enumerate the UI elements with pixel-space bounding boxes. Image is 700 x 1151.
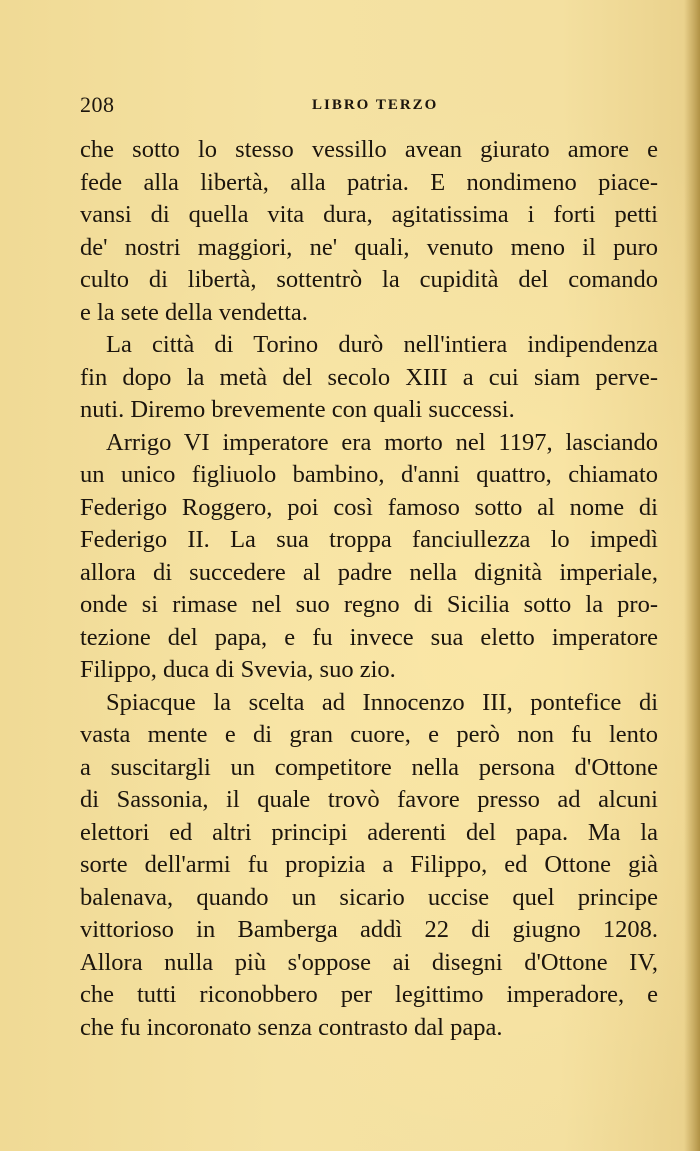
text-line: che fu incoronato senza contrasto dal papa. (80, 1013, 503, 1041)
text-line: onde si rimase nel suo regno di Sicilia sotto la pro- (80, 591, 658, 618)
text-line: allora di succedere al padre nella dignità imperiale, (80, 558, 658, 586)
text-line: Federigo II. La sua troppa fanciullezza lo impedì (80, 526, 658, 553)
text-line: di Sassonia, il quale trovò favore presso ad alcuni (80, 786, 658, 813)
text-line: Federigo Roggero, poi così famoso sotto al nome di (80, 493, 658, 521)
text-line: vansi di quella vita dura, agitatissima i forti petti (80, 201, 658, 228)
text-line: nuti. Diremo brevemente con quali successi. (80, 396, 515, 423)
body-text (80, 134, 658, 1044)
page-header (80, 92, 656, 118)
page-edge-shadow (684, 0, 700, 1151)
text-line: a suscitargli un competitore nella persona d'Ottone (80, 753, 658, 781)
text-line: fede alla libertà, alla patria. E nondimeno piace- (80, 168, 658, 196)
text-line: de' nostri maggiori, ne' quali, venuto meno il puro (80, 233, 658, 261)
text-line: che tutti riconobbero per legittimo imperadore, e (80, 981, 658, 1008)
text-line: tezione del papa, e fu invece sua eletto imperatore (80, 623, 658, 651)
text-line: elettori ed altri principi aderenti del papa. Ma la (80, 818, 658, 846)
page-number: 208 (80, 92, 115, 117)
text-line: balenava, quando un sicario uccise quel principe (80, 883, 658, 911)
text-line: vasta mente e di gran cuore, e però non fu lento (80, 721, 658, 748)
text-line: fin dopo la metà del secolo XIII a cui siam perve- (80, 363, 658, 391)
text-line: e la sete della vendetta. (80, 298, 308, 326)
running-head: LIBRO TERZO (312, 97, 439, 113)
text-line: sorte dell'armi fu propizia a Filippo, ed Ottone già (80, 851, 658, 878)
text-line: culto di libertà, sottentrò la cupidità del comando (80, 266, 658, 293)
text-line: Spiacque la scelta ad Innocenzo III, pontefice di (106, 688, 658, 716)
text-line: La città di Torino durò nell'intiera indipendenza (106, 331, 658, 358)
text-line: Arrigo VI imperatore era morto nel 1197, lasciando (106, 428, 658, 456)
text-line: che sotto lo stesso vessillo avean giurato amore e (80, 136, 658, 163)
text-line: Allora nulla più s'oppose ai disegni d'Ottone IV, (80, 948, 658, 976)
text-line: un unico figliuolo bambino, d'anni quattro, chiamato (80, 461, 658, 488)
text-line: vittorioso in Bamberga addì 22 di giugno 1208. (80, 916, 658, 943)
text-line: Filippo, duca di Svevia, suo zio. (80, 656, 396, 683)
